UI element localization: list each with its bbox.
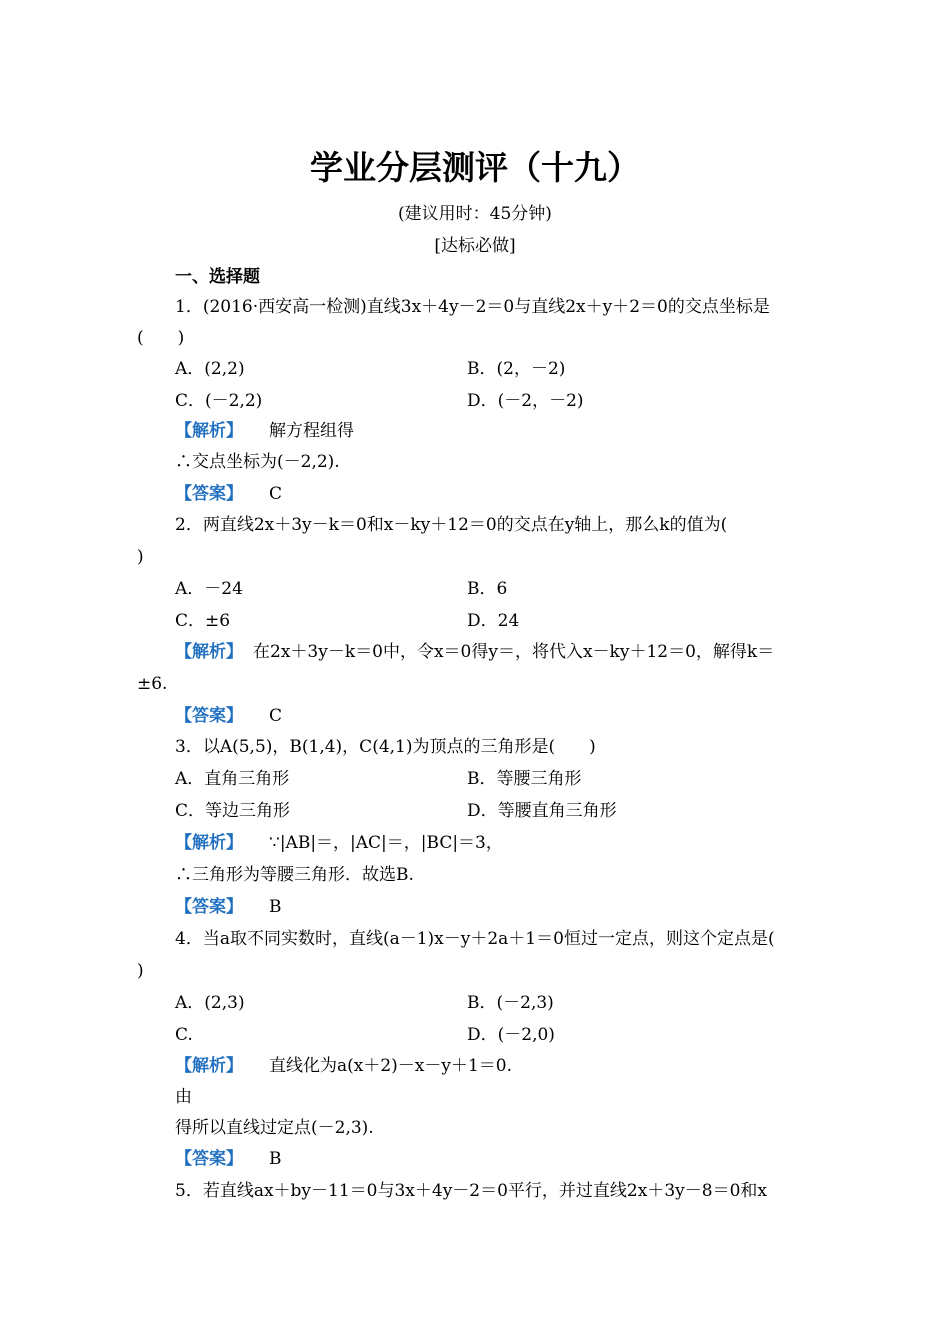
q3-analysis-cont: ∴三角形为等腰三角形．故选B. xyxy=(175,865,414,885)
q4-answer-value: B xyxy=(269,1149,282,1169)
answer-tag: 【答案】 xyxy=(175,897,243,917)
q4-option-d: D．(－2,0) xyxy=(467,1025,555,1045)
part-heading: 一、选择题 xyxy=(175,267,260,287)
q4-analysis-text: 直线化为a(x＋2)－x－y＋1＝0. xyxy=(269,1056,513,1076)
q2-stem: 2．两直线2x＋3y－k＝0和x－ky＋12＝0的交点在y轴上，那么k的值为( xyxy=(175,515,728,535)
q5-stem: 5．若直线ax＋by－11＝0与3x＋4y－2＝0平行，并过直线2x＋3y－8＝0和x xyxy=(175,1181,767,1201)
q4-analysis xyxy=(175,1055,512,1077)
q1-analysis-cont: ∴交点坐标为(－2,2). xyxy=(175,452,340,472)
answer-tag: 【答案】 xyxy=(175,706,243,726)
q3-option-d: D．等腰直角三角形 xyxy=(467,801,617,821)
q4-analysis-cont-2: 得所以直线过定点(－2,3). xyxy=(175,1118,374,1138)
answer-tag: 【答案】 xyxy=(175,484,243,504)
q3-analysis-text: ∵|AB|＝，|AC|＝，|BC|＝3， xyxy=(269,833,503,853)
q3-answer xyxy=(175,896,282,918)
time-hint: (建议用时：45分钟) xyxy=(398,204,552,224)
q4-stem-cont: ) xyxy=(137,961,144,981)
q1-option-b: B．(2，－2) xyxy=(467,359,566,379)
q2-stem-cont: ) xyxy=(137,547,144,567)
q4-answer xyxy=(175,1148,282,1170)
page-title: 学业分层测评（十九） xyxy=(310,148,640,187)
q3-option-a: A．直角三角形 xyxy=(175,769,290,789)
q2-answer-value: C xyxy=(269,706,283,726)
q3-answer-value: B xyxy=(269,897,282,917)
q4-option-a: A．(2,3) xyxy=(175,993,245,1013)
q2-analysis xyxy=(175,641,774,663)
q3-stem: 3．以A(5,5)，B(1,4)，C(4,1)为顶点的三角形是( ) xyxy=(175,737,596,757)
q1-option-c: C．(－2,2) xyxy=(175,391,263,411)
q1-option-a: A．(2,2) xyxy=(175,359,245,379)
analysis-tag: 【解析】 xyxy=(175,833,243,853)
q2-option-c: C．±6 xyxy=(175,611,231,631)
q4-option-c: C. xyxy=(175,1025,193,1045)
q2-analysis-cont: ±6. xyxy=(137,674,168,694)
q4-stem: 4．当a取不同实数时，直线(a－1)x－y＋2a＋1＝0恒过一定点，则这个定点是( xyxy=(175,929,775,949)
q3-analysis xyxy=(175,832,503,854)
q2-option-d: D．24 xyxy=(467,611,520,631)
q4-analysis-cont: 由 xyxy=(175,1087,192,1107)
q3-option-c: C．等边三角形 xyxy=(175,801,291,821)
q1-answer xyxy=(175,483,282,505)
section-label: [达标必做] xyxy=(434,236,516,256)
q1-option-d: D．(－2，－2) xyxy=(467,391,584,411)
q4-option-b: B．(－2,3) xyxy=(467,993,554,1013)
q1-stem-cont: ( ) xyxy=(137,328,185,348)
analysis-tag: 【解析】 xyxy=(175,1056,243,1076)
q1-analysis xyxy=(175,420,354,442)
answer-tag: 【答案】 xyxy=(175,1149,243,1169)
analysis-tag: 【解析】 xyxy=(175,642,243,662)
q2-analysis-text: 在2x＋3y－k＝0中，令x＝0得y＝，将代入x－ky＋12＝0，解得k＝ xyxy=(253,642,775,662)
analysis-tag: 【解析】 xyxy=(175,421,243,441)
q1-stem: 1．(2016·西安高一检测)直线3x＋4y－2＝0与直线2x＋y＋2＝0的交点坐标是 xyxy=(175,297,770,317)
q1-answer-value: C xyxy=(269,484,283,504)
q1-analysis-text: 解方程组得 xyxy=(269,421,354,441)
q2-option-b: B．6 xyxy=(467,579,508,599)
q3-option-b: B．等腰三角形 xyxy=(467,769,582,789)
q2-answer xyxy=(175,705,282,727)
q2-option-a: A．－24 xyxy=(175,579,243,599)
